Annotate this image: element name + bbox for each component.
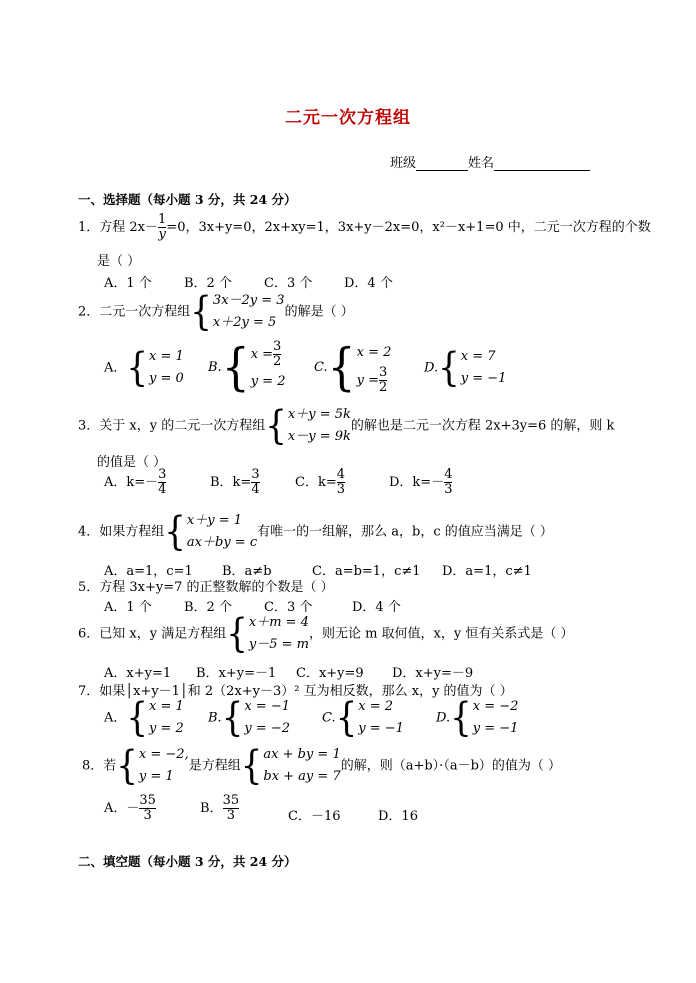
q8-mid: 是方程组 [188,758,241,774]
question-8 [82,744,561,788]
q2-option-c [314,337,392,397]
q8-b-num: 35 [222,793,240,808]
q3-b-den: 4 [251,482,260,497]
q8-a-den: 3 [139,808,156,823]
q7-option-c [322,696,404,740]
q8-option-c: C．－16 [288,809,341,824]
q2-b-num: 3 [273,339,282,354]
q1-text-rest: =0，3x+y=0，2x+xy=1，3x+y－2x=0，x²－x+1=0 中，二元一次方程的个数 [166,220,651,235]
q3-c-text: C．k= [295,475,337,490]
q1-frac-num: 1 [158,212,167,227]
q3-d-den: 3 [444,482,453,497]
q2-b-den: 2 [273,354,282,369]
q2-text: 2．二元一次方程组 [78,304,191,320]
q3-option-d [389,468,452,497]
q8-eq1: ax + by = 1 [263,747,341,762]
q8-option-b [200,794,239,823]
q4-option-a: A．a=1，c=1 [104,564,193,579]
q2-c-y: y = [356,373,379,388]
question-2 [78,290,354,334]
question-6 [78,612,574,656]
q1-option-b: B．2 个 [184,276,232,291]
q7-a-x: x = 1 [149,699,184,714]
name-blank [494,156,590,171]
q2-c-num: 3 [379,365,388,380]
q2-option-d [424,346,506,390]
q3-text: 3．关于 x，y 的二元一次方程组 [78,418,266,434]
q7-c-y: y = −1 [358,721,404,736]
q8-option-d: D．16 [378,809,418,824]
brace-icon: { [164,509,186,555]
q7-d-x: x = −2 [472,699,519,714]
class-blank [416,156,468,171]
q2-a-y: y = 0 [149,371,184,386]
q8-a-text: A．－ [104,801,140,816]
q8-eq2: bx + ay = 7 [263,769,341,784]
q8-b-text: B． [200,801,223,816]
q2-option-b [208,337,286,397]
q2-b-label: B. [208,360,222,375]
class-label: 班级 [390,156,417,171]
q6-option-a: A．x+y=1 [104,666,172,681]
brace-icon: { [126,345,149,391]
q4-text: 4．如果方程组 [78,524,165,540]
q8-option-a [104,794,156,823]
q6-option-b: B．x+y=－1 [196,666,277,681]
section-two-heading: 二、填空题（每小题 3 分，共 24 分） [78,854,297,869]
brace-icon: { [226,611,248,657]
brace-icon: { [190,289,212,335]
q2-a-x: x = 1 [149,349,184,364]
q7-option-d [436,696,518,740]
page-title: 二元一次方程组 [285,108,411,128]
brace-icon: { [327,337,356,397]
q2-d-x: x = 7 [460,349,496,364]
brace-icon: { [126,695,149,741]
brace-icon: { [221,337,250,397]
brace-icon: { [221,695,244,741]
q2-b-x: x = [250,347,274,362]
q7-d-label: D. [436,710,451,726]
q3-suffix: 的解也是二元一次方程 2x+3y=6 的解，则 k [350,418,615,434]
q7-d-y: y = −1 [472,721,519,736]
q7-option-a [104,696,184,740]
q7-b-y: y = −2 [244,721,290,736]
q8-sol-y: y = 1 [138,769,174,784]
brace-icon: { [116,743,138,789]
q2-suffix: 的解是（ ） [284,304,354,320]
q3-a-den: 4 [158,482,167,497]
q8-b-den: 3 [223,808,240,823]
q5-option-b: B．2 个 [184,600,232,615]
q1-continuation: 是（ ） [97,254,141,269]
q3-b-text: B．k= [210,475,252,490]
brace-icon: { [450,695,472,741]
q2-system [190,290,284,334]
q3-continuation: 的值是（ ） [97,455,167,470]
q2-c-x: x = 2 [356,345,392,360]
q6-option-d: D．x+y=－9 [392,666,474,681]
q3-eq1: x＋y = 5k [287,407,351,422]
q6-text: 6．已知 x，y 满足方程组 [78,626,227,642]
brace-icon: { [240,743,263,789]
q4-eq2: ax＋by = c [186,535,258,550]
q4-eq1: x＋y = 1 [186,513,243,528]
q3-b-num: 3 [251,467,260,482]
q2-c-den: 2 [379,380,388,395]
q7-b-x: x = −1 [244,699,290,714]
q2-d-y: y = −1 [460,371,507,386]
q4-option-c: C．a=b=1，c≠1 [312,564,421,579]
question-3 [78,404,614,448]
q2-option-a [104,346,184,390]
brace-icon: { [335,695,358,741]
q6-eq2: y－5 = m [248,637,309,652]
q6-option-c: C．x+y=9 [296,666,364,681]
q2-d-label: D. [424,360,439,376]
question-7: 7．如果│x+y－1│和 2（2x+y－3）² 互为相反数，那么 x，y 的值为（ ） [78,684,513,699]
q8-suffix: 的解，则（a+b）·（a－b）的值为（ ） [340,758,562,774]
q4-option-d: D．a=1，c≠1 [442,564,532,579]
q7-a-y: y = 2 [149,721,184,736]
q3-option-c [295,468,345,497]
question-5: 5．方程 3x+y=7 的正整数解的个数是（ ） [78,580,334,595]
q7-c-x: x = 2 [358,699,394,714]
q7-a-label: A． [104,710,127,726]
q3-c-num: 4 [336,467,345,482]
q2-eq1: 3x－2y = 3 [212,293,285,308]
q8-text: 8．若 [82,758,117,774]
q8-a-num: 35 [139,793,156,808]
brace-icon: { [265,403,287,449]
q3-option-b [210,468,260,497]
q2-a-label: A． [104,360,127,376]
q1-option-a: A．1 个 [104,276,152,291]
q4-option-b: B．a≠b [222,564,272,579]
q3-d-text: D．k=－ [389,475,445,490]
q3-eq2: x－y = 9k [287,429,351,444]
q2-eq2: x＋2y = 5 [212,315,277,330]
brace-icon: { [438,345,460,391]
q1-option-d: D．4 个 [344,276,393,291]
student-info [390,152,590,171]
q3-c-den: 3 [336,482,345,497]
q6-eq1: x＋m = 4 [248,615,309,630]
q5-option-d: D．4 个 [352,600,401,615]
q1-option-c: C．3 个 [264,276,313,291]
q2-c-label: C. [314,360,328,375]
q8-sol-x: x = −2, [138,747,189,762]
question-1 [78,213,651,242]
q3-a-num: 3 [158,467,167,482]
section-one-heading: 一、选择题（每小题 3 分，共 24 分） [78,192,297,207]
question-4 [78,510,553,554]
q5-option-a: A．1 个 [104,600,152,615]
q3-option-a [104,468,166,497]
q7-option-b [208,696,290,740]
q6-suffix: ，则无论 m 取何值，x，y 恒有关系式是（ ） [308,626,574,642]
q1-text: 1．方程 2x－ [78,220,159,235]
q1-frac-den: y [158,227,166,242]
name-label: 姓名 [468,156,495,171]
q7-c-label: C. [322,710,336,726]
q5-option-c: C．3 个 [264,600,313,615]
q3-d-num: 4 [444,467,453,482]
q4-suffix: 有唯一的一组解，那么 a，b，c 的值应当满足（ ） [257,524,553,540]
q2-b-y: y = 2 [250,374,286,389]
q3-a-text: A．k=－ [104,475,159,490]
q7-b-label: B. [208,710,222,726]
